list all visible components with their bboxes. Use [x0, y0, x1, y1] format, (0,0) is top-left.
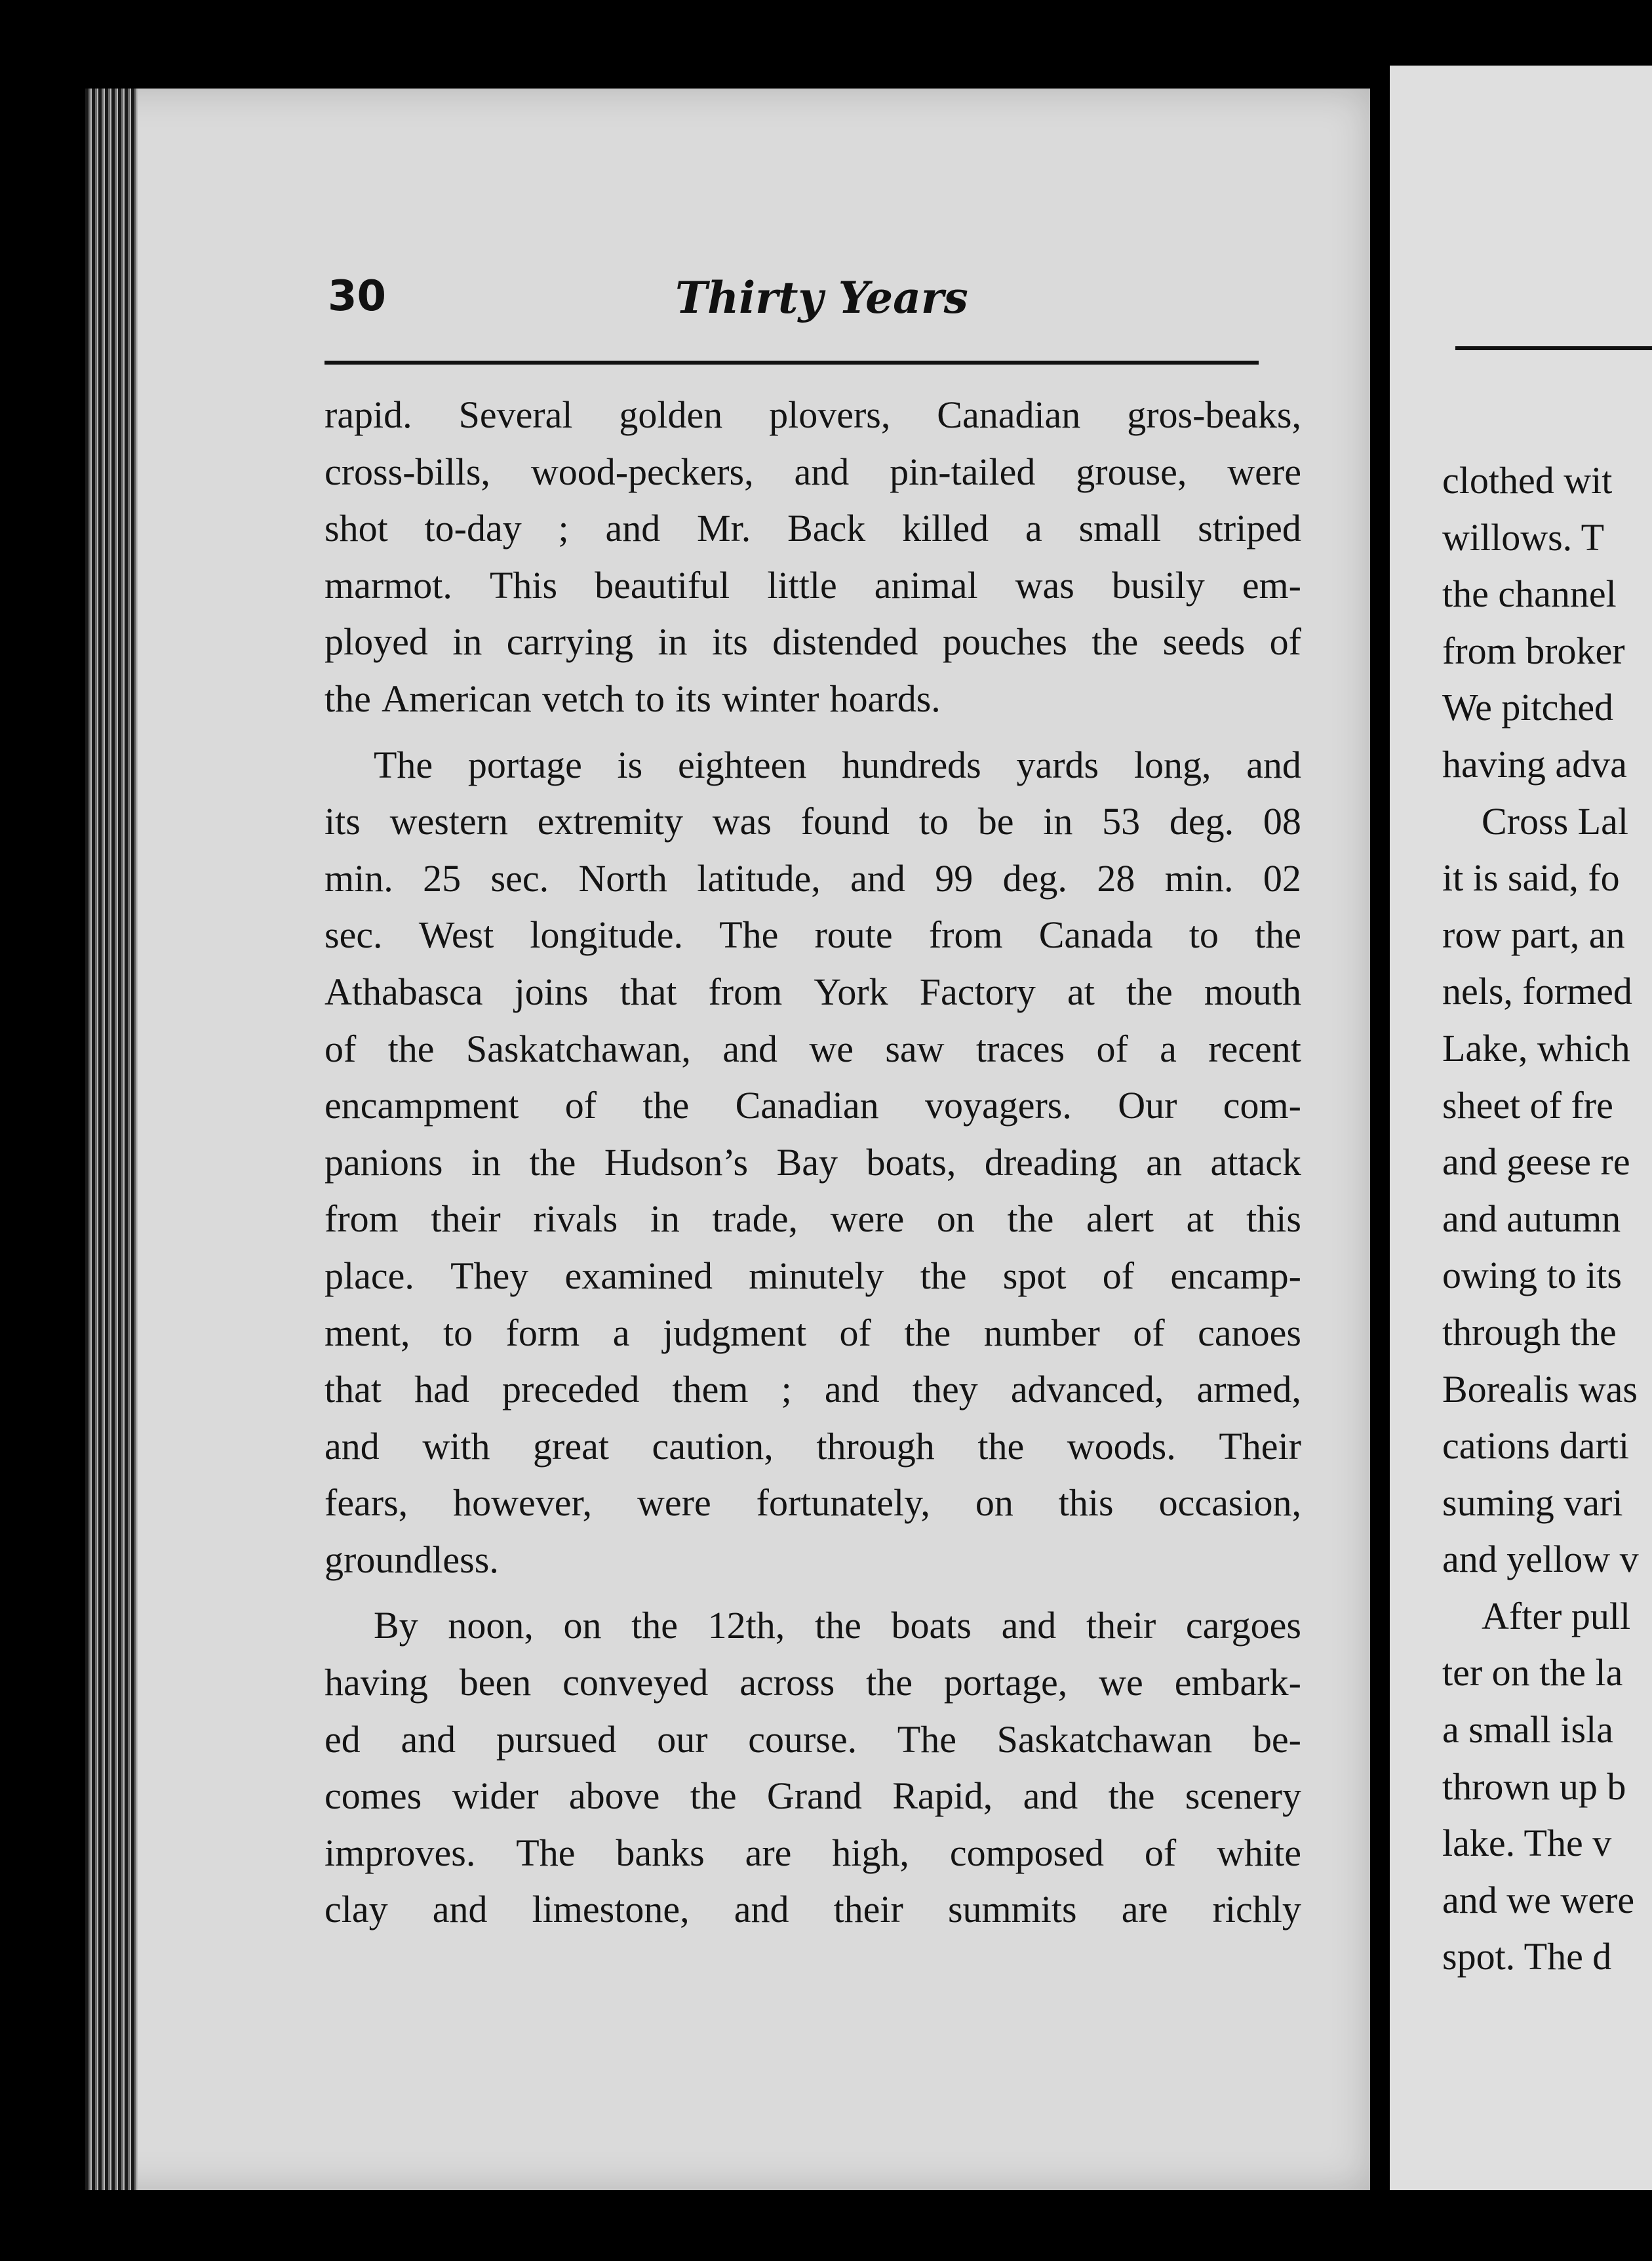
- text-line: place. They examined minutely the spot of encamp-: [324, 1254, 1301, 1297]
- body-text: [324, 387, 1301, 1938]
- text-line: comes wider above the Grand Rapid, and the scenery: [324, 1774, 1301, 1818]
- text-line: the American vetch to its winter hoards.: [324, 677, 941, 720]
- text-line: marmot. This beautiful little animal was busily em-: [324, 563, 1301, 607]
- text-line: The portage is eighteen hundreds yards long, and: [374, 743, 1301, 786]
- text-line: By noon, on the 12th, the boats and their cargoes: [374, 1604, 1301, 1647]
- text-line: its western extremity was found to be in 53 deg. 08: [324, 800, 1301, 843]
- text-line: row part, an: [1442, 913, 1625, 956]
- left-page-content: [85, 89, 1370, 2190]
- text-line: and geese re: [1442, 1140, 1630, 1184]
- text-line: min. 25 sec. North latitude, and 99 deg. 28 min. 02: [324, 856, 1301, 900]
- text-line: cross-bills, wood-peckers, and pin-tailed grouse, were: [324, 450, 1301, 493]
- text-line: the channel: [1442, 572, 1617, 616]
- text-line: and we were: [1442, 1878, 1635, 1921]
- header-rule: [324, 361, 1259, 365]
- text-line: rapid. Several golden plovers, Canadian gros-beaks,: [324, 393, 1301, 436]
- text-line: Lake, which: [1442, 1026, 1630, 1070]
- text-line: After pull: [1482, 1594, 1631, 1637]
- text-line: clothed wit: [1442, 459, 1613, 502]
- text-line: suming vari: [1442, 1481, 1623, 1524]
- text-line: improves. The banks are high, composed of white: [324, 1831, 1301, 1874]
- right-body-text: [1442, 452, 1652, 1986]
- text-line: thrown up b: [1442, 1765, 1626, 1808]
- text-line: nels, formed: [1442, 970, 1632, 1013]
- paragraph: [324, 737, 1301, 1589]
- text-line: sheet of fre: [1442, 1083, 1613, 1127]
- text-line: having adva: [1442, 742, 1627, 786]
- text-line: ter on the la: [1442, 1651, 1623, 1694]
- text-line: We pitched: [1442, 686, 1614, 729]
- running-head: Thirty Years: [675, 272, 968, 323]
- text-line: panions in the Hudson’s Bay boats, dreading an attack: [324, 1140, 1301, 1184]
- text-line: clay and limestone, and their summits are richly: [324, 1888, 1301, 1931]
- text-line: having been conveyed across the portage, we embark-: [324, 1661, 1301, 1704]
- text-line: spot. The d: [1442, 1935, 1612, 1978]
- text-line: and yellow v: [1442, 1538, 1639, 1581]
- text-line: Borealis was: [1442, 1367, 1638, 1411]
- text-line: fears, however, were fortunately, on this occasion,: [324, 1481, 1301, 1525]
- text-line: from broker: [1442, 629, 1625, 672]
- text-line: ployed in carrying in its distended pouches the seeds of: [324, 620, 1301, 664]
- text-line: that had preceded them ; and they advanced, armed,: [324, 1368, 1301, 1411]
- text-line: shot to-day ; and Mr. Back killed a small striped: [324, 507, 1301, 550]
- text-line: of the Saskatchawan, and we saw traces of a recent: [324, 1027, 1301, 1070]
- paragraph: [324, 387, 1301, 728]
- text-line: ed and pursued our course. The Saskatchawan be-: [324, 1717, 1301, 1761]
- text-line: a small isla: [1442, 1708, 1613, 1751]
- text-line: and autumn: [1442, 1197, 1621, 1240]
- text-line: Athabasca joins that from York Factory at the mouth: [324, 970, 1301, 1013]
- text-line: it is said, fo: [1442, 856, 1620, 900]
- text-line: Cross Lal: [1482, 799, 1628, 843]
- text-line: encampment of the Canadian voyagers. Our com-: [324, 1084, 1301, 1127]
- text-line: through the: [1442, 1310, 1617, 1353]
- text-line: from their rivals in trade, were on the alert at this: [324, 1197, 1301, 1241]
- page-number: 30: [328, 272, 387, 321]
- right-header-rule: [1455, 346, 1652, 350]
- text-line: groundless.: [324, 1538, 499, 1581]
- text-line: willows. T: [1442, 515, 1605, 559]
- right-page: [1390, 66, 1652, 2190]
- text-line: owing to its: [1442, 1254, 1622, 1297]
- text-line: and with great caution, through the woods. Their: [324, 1424, 1301, 1468]
- text-line: cations darti: [1442, 1424, 1630, 1468]
- text-line: lake. The v: [1442, 1822, 1612, 1865]
- text-line: sec. West longitude. The route from Canada to the: [324, 913, 1301, 957]
- paragraph: [324, 1597, 1301, 1938]
- text-line: ment, to form a judgment of the number of canoes: [324, 1311, 1301, 1354]
